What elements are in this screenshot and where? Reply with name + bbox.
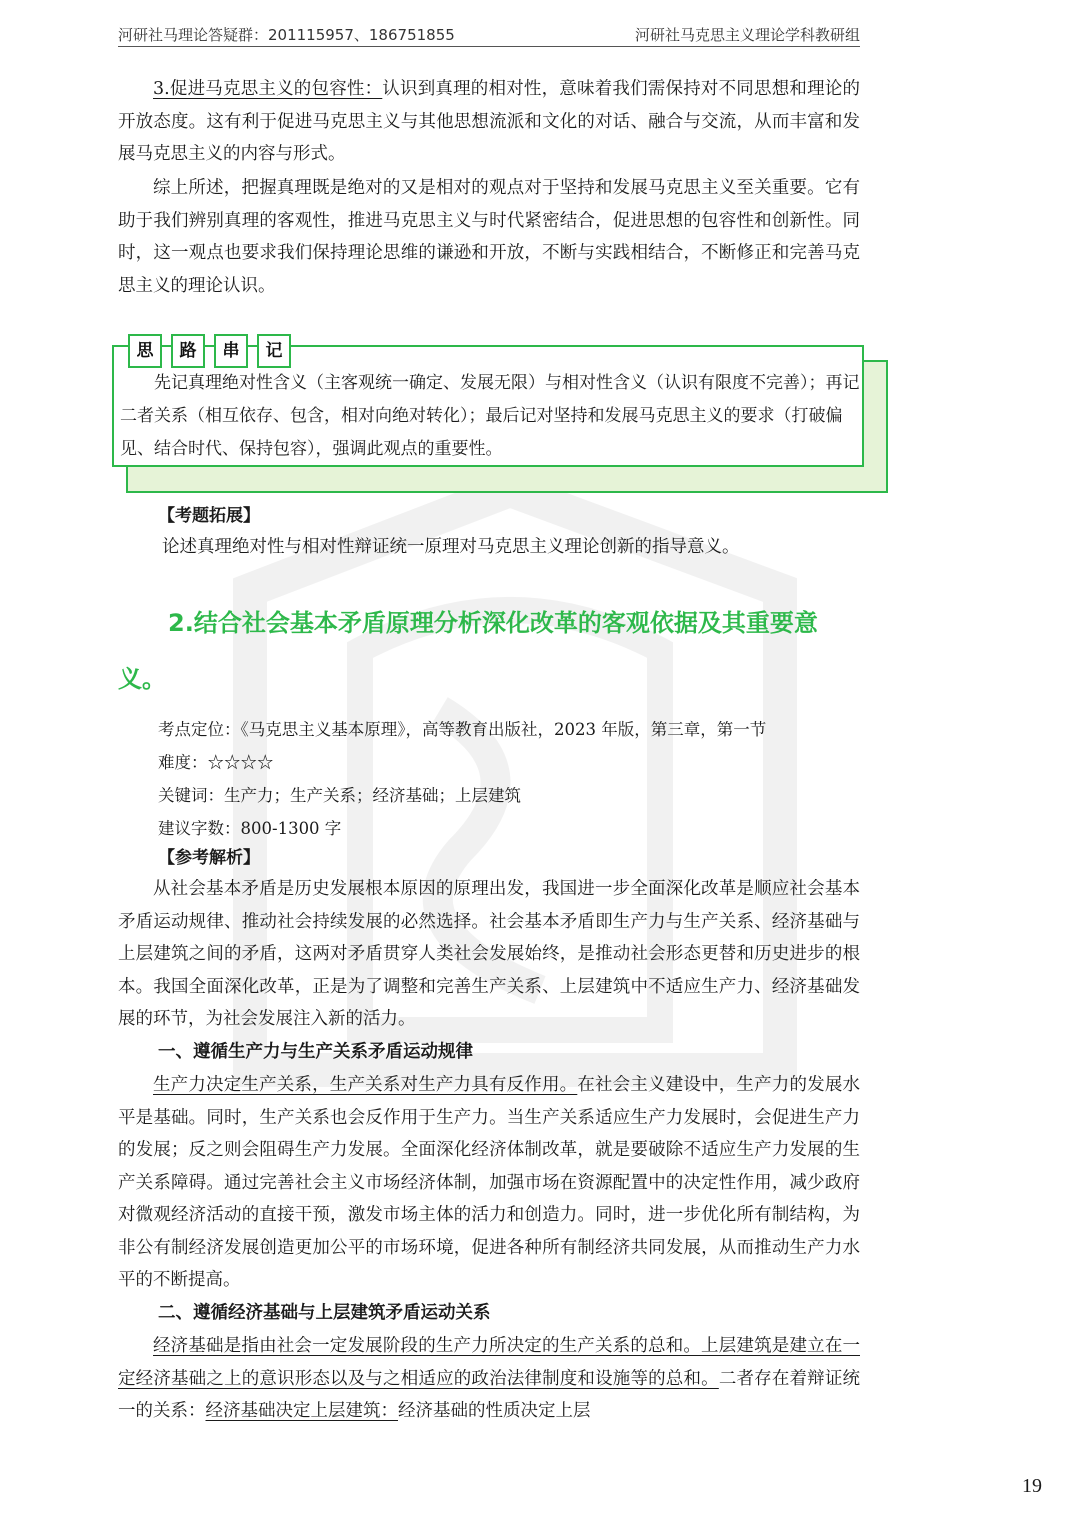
question2-difficulty: 难度：☆☆☆☆ [158, 753, 274, 772]
analysis-intro: 从社会基本矛盾是历史发展根本原因的原理出发，我国进一步全面深化改革是顺应社会基本矛盾运动规律、推动社会持续发展的必然选择。社会基本矛盾即生产力与生产关系、经济基础与上层建筑之间的矛盾，这两对矛盾贯穿人类社会发展始终，是推动社会形态更替和历史进步的根本。我国全面深化改革，正是为了调整和完善生产关系、上层建筑中不适应生产力、经济基础发展的环节，为社会发展注入新的活力。 [118, 879, 860, 1029]
page-header [118, 20, 860, 47]
memo-tag-3: 串 [214, 334, 248, 368]
point3-text: 认识到真理的相对性，意味着我们需保持对不同思想和理论的开放态度。这有利于促进马克思主义与其他思想流派和文化的对话、融合与交流，从而丰富和发展马克思主义的内容与形式。 [118, 79, 860, 164]
header-right: 河研社马克思主义理论学科教研组 [634, 26, 860, 44]
analysis-heading: 【参考解析】 [158, 848, 260, 868]
question2-word-count: 建议字数：800-1300 字 [158, 819, 342, 838]
sub1-text: 在社会主义建设中，生产力的发展水平是基础。同时，生产关系也会反作用于生产力。当生产关系适应生产力发展时，会促进生产力的发展；反之则会阻碍生产力发展。全面深化经济体制改革，就是要破除不适应生产力发展的生产关系障碍。通过完善社会主义市场经济体制，加强市场在资源配置中的决定性作用，减少政府对微观经济活动的直接干预，激发市场主体的活力和创造力。同时，进一步优化所有制结构，为非公有制经济发展创造更加公平的市场环境，促进各种所有制经济共同发展，从而推动生产力水平的不断提高。 [118, 1075, 861, 1290]
extension-text: 论述真理绝对性与相对性辩证统一原理对马克思主义理论创新的指导意义。 [162, 537, 740, 557]
header-left: 河研社马理论答疑群：201115957、186751855 [118, 26, 455, 44]
sub2-paragraph [118, 1330, 860, 1428]
question2-location: 考点定位：《马克思主义基本原理》，高等教育出版社，2023 年版，第三章，第一节 [158, 720, 767, 739]
sub2-heading: 二、遵循经济基础与上层建筑矛盾运动关系 [158, 1303, 491, 1323]
question2-title-line1: 2.结合社会基本矛盾原理分析深化改革的客观依据及其重要意 [168, 609, 818, 637]
memo-tag-2: 路 [171, 334, 205, 368]
summary-paragraph: 综上所述，把握真理既是绝对的又是相对的观点对于坚持和发展马克思主义至关重要。它有助于我们辨别真理的客观性，推进马克思主义与时代紧密结合，促进思想的包容性和创新性。同时，这一观点也要求我们保持理论思维的谦逊和开放，不断与实践相结合，不断修正和完善马克思主义的理论认识。 [118, 178, 860, 296]
memo-tag-1: 思 [128, 334, 162, 368]
extension-heading: 【考题拓展】 [158, 506, 260, 526]
sub1-heading: 一、遵循生产力与生产关系矛盾运动规律 [158, 1042, 473, 1062]
point3-label: 3.促进马克思主义的包容性： [153, 79, 383, 99]
question2-title-line2: 义。 [118, 665, 166, 693]
memo-tag-4: 记 [257, 334, 291, 368]
sub2-text-1: 二者存在着辩证统一的关系： [118, 1368, 861, 1421]
sub2-underlined-1: 经济基础是指由社会一定发展阶段的生产力所决定的生产关系的总和。上层建筑是建立在一定经济基础之上的意识形态以及与之相适应的政治法律制度和设施等的总和。 [118, 1336, 860, 1389]
sub1-underlined: 生产力决定生产关系，生产关系对生产力具有反作用。 [153, 1075, 578, 1095]
point3-paragraph [118, 73, 860, 171]
sub2-text-2: 经济基础的性质决定上层 [398, 1401, 591, 1421]
sub1-paragraph [118, 1069, 860, 1297]
sub2-underlined-2: 经济基础决定上层建筑： [205, 1401, 398, 1421]
page-number: 19 [1022, 1475, 1042, 1497]
question2-keywords: 关键词：生产力；生产关系；经济基础；上层建筑 [158, 786, 521, 805]
memo-text: 先记真理绝对性含义（主客观统一确定、发展无限）与相对性含义（认识有限度不完善）；再记二者关系（相互依存、包含，相对向绝对转化）；最后记对坚持和发展马克思主义的要求（打破偏见、结合时代、保持包容），强调此观点的重要性。 [120, 373, 860, 459]
